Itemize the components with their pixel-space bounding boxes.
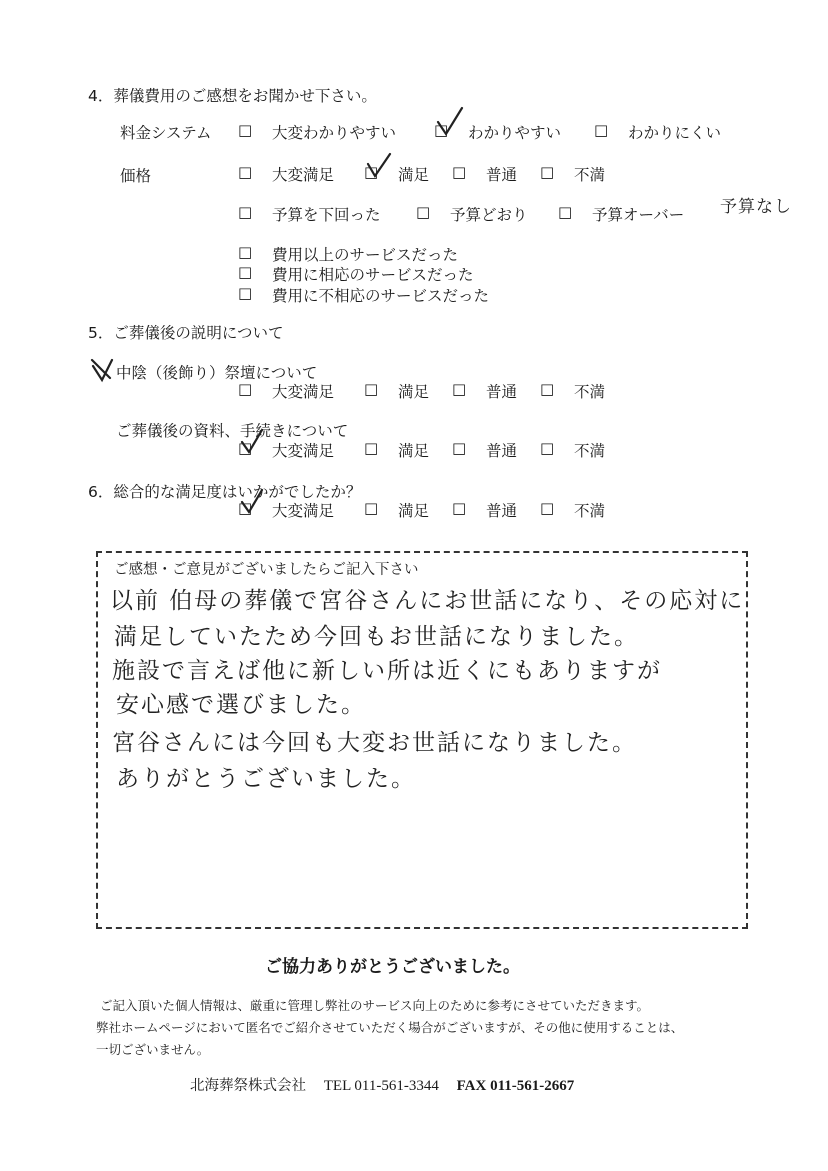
q5-altar-label: 中陰（後飾り）祭壇について [116,364,318,382]
q5-altar-option-2: 普通 [486,383,518,401]
q5-altar-option-3: 不満 [574,383,606,401]
q5-docs-option-0: 大変満足 [272,442,335,460]
q6-title: 6．総合的な満足度はいかがでしたか？ [88,483,362,501]
q4-budget-option-1: 予算どおり [450,206,528,224]
q4-price-checkbox-3[interactable]: □ [540,163,555,181]
q5-docs-checkbox-2[interactable]: □ [452,439,467,457]
q4-system-option-0: 大変わかりやすい [272,124,397,142]
q5-altar-checkbox-1[interactable]: □ [364,380,379,398]
comment-line-2: 満足していたため今回もお世話になりました。 [114,624,639,650]
q4-price-option-2: 普通 [486,166,518,184]
q4-price-checkbox-2[interactable]: □ [452,163,467,181]
q4-service-checkbox-2[interactable]: □ [238,284,253,302]
comment-line-5: 宮谷さんには今回も大変お世話になりました。 [112,730,637,756]
check-mark-icon [240,428,268,456]
thanks-message: ご協力ありがとうございました。 [265,957,520,977]
q4-service-option-0: 費用以上のサービスだった [272,246,459,264]
q5-docs-option-2: 普通 [486,442,518,460]
q4-budget-checkbox-2[interactable]: □ [558,203,573,221]
q5-docs-option-3: 不満 [574,442,606,460]
q4-budget-handwritten-note: 予算なし [720,197,792,217]
q4-budget-checkbox-1[interactable]: □ [416,203,431,221]
q4-price-option-3: 不満 [574,166,606,184]
q4-service-option-2: 費用に不相応のサービスだった [272,287,490,305]
q4-title: 4．葬儀費用のご感想をお聞かせ下さい。 [88,87,377,105]
q4-service-checkbox-1[interactable]: □ [238,263,253,281]
check-mark-icon [240,488,268,516]
q6-checkbox-1[interactable]: □ [364,499,379,517]
q4-price-checkbox-1[interactable]: □ [364,163,379,181]
q5-docs-option-1: 満足 [398,442,430,460]
comment-line-4: 安心感で選びました。 [116,692,366,718]
q4-price-label: 価格 [120,167,152,185]
q4-system-checkbox-1[interactable]: □ [434,121,449,139]
q4-price-checkbox-0[interactable]: □ [238,163,253,181]
q4-system-checkbox-0[interactable]: □ [238,121,253,139]
q5-docs-checkbox-1[interactable]: □ [364,439,379,457]
q4-system-option-1: わかりやすい [468,124,562,142]
q4-service-checkbox-0[interactable]: □ [238,243,253,261]
check-mark-icon [366,152,396,180]
comment-line-3: 施設で言えば他に新しい所は近くにもありますが [112,658,662,684]
privacy-line-2: 弊社ホームページにおいて匿名でご紹介させていただく場合がございますが、その他に使用することは、 [96,1020,684,1035]
q6-option-3: 不満 [574,502,606,520]
q6-option-0: 大変満足 [272,502,335,520]
q5-altar-option-0: 大変満足 [272,383,335,401]
q4-budget-option-0: 予算を下回った [272,206,381,224]
privacy-line-3: 一切ございません。 [96,1042,210,1057]
q5-title: 5．ご葬儀後の説明について [88,324,284,342]
cross-mark-icon [90,358,114,384]
footer-tel: TEL 011-561-3344 [323,1078,439,1094]
q6-checkbox-2[interactable]: □ [452,499,467,517]
q4-system-option-2: わかりにくい [628,124,722,142]
comment-line-6: ありがとうございました。 [116,766,416,792]
q5-altar-option-1: 満足 [398,383,430,401]
q4-price-option-0: 大変満足 [272,166,335,184]
footer-fax: FAX 011-561-2667 [456,1078,575,1094]
q5-altar-checkbox-3[interactable]: □ [540,380,555,398]
q4-budget-checkbox-0[interactable]: □ [238,203,253,221]
privacy-line-1: ご記入頂いた個人情報は、厳重に管理し弊社のサービス向上のために参考にさせていただきます。 [100,998,650,1013]
q4-system-checkbox-2[interactable]: □ [594,121,609,139]
q4-price-option-1: 満足 [398,166,430,184]
q4-service-option-1: 費用に相応のサービスだった [272,266,474,284]
check-mark-icon [436,106,466,138]
footer [190,1074,574,1095]
comment-heading: ご感想・ご意見がございましたらご記入下さい [114,562,419,578]
q6-checkbox-3[interactable]: □ [540,499,555,517]
comment-line-1: 以前 伯母の葬儀で宮谷さんにお世話になり、その応対に [110,588,745,614]
q5-docs-label: ご葬儀後の資料、手続きについて [116,422,349,440]
q4-system-label: 料金システム [120,124,212,142]
q4-budget-option-2: 予算オーバー [592,206,685,224]
q6-option-1: 満足 [398,502,430,520]
footer-company: 北海葬祭株式会社 [190,1078,306,1094]
q5-altar-checkbox-2[interactable]: □ [452,380,467,398]
q5-docs-checkbox-0[interactable]: □ [238,439,253,457]
q6-checkbox-0[interactable]: □ [238,499,253,517]
q6-option-2: 普通 [486,502,518,520]
q5-altar-checkbox-0[interactable]: □ [238,380,253,398]
q5-docs-checkbox-3[interactable]: □ [540,439,555,457]
